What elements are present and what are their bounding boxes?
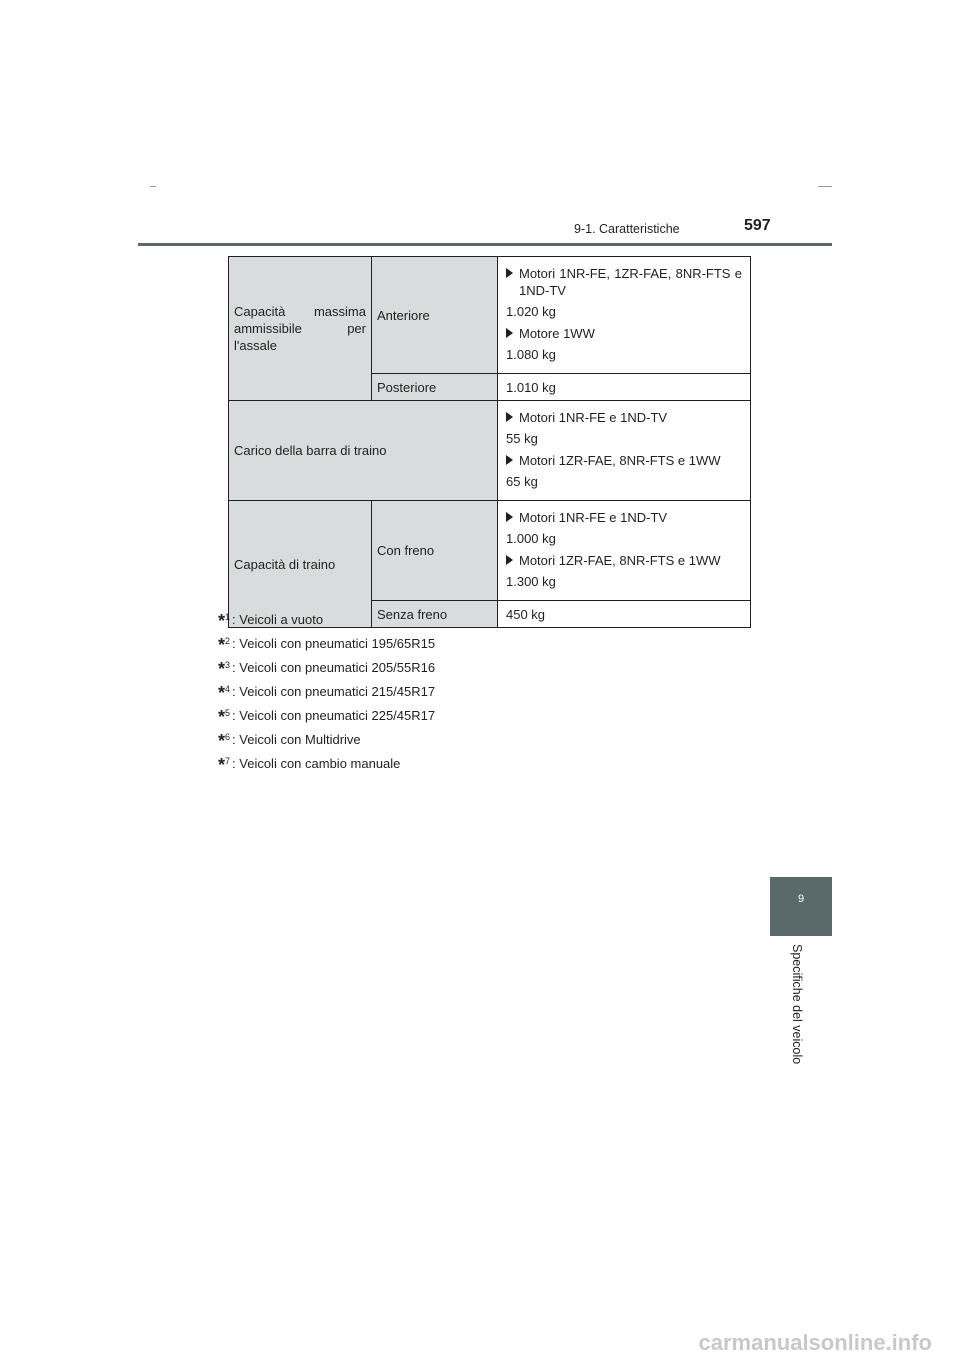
watermark-text: carmanualsonline.info bbox=[698, 1330, 932, 1355]
bullet-triangle-icon bbox=[506, 455, 513, 465]
value-text: 1.300 kg bbox=[506, 574, 556, 589]
list-item: Motori 1ZR-FAE, 8NR-FTS e 1WW bbox=[506, 452, 742, 469]
footnote: * $^5$ : Veicoli con pneumatici 225/45R17 bbox=[218, 707, 436, 727]
footnote: * $^1$ : Veicoli a vuoto bbox=[218, 611, 324, 631]
row-label-towing-capacity: Capacità di traino bbox=[229, 501, 372, 628]
value-text: 65 kg bbox=[506, 474, 538, 489]
value-text: 55 kg bbox=[506, 431, 538, 446]
bullet-triangle-icon bbox=[506, 512, 513, 522]
footnote: * $^7$ : Veicoli con cambio manuale bbox=[218, 755, 401, 775]
sub-label-with-brake: Con freno bbox=[372, 501, 498, 601]
sub-label-front: Anteriore bbox=[372, 257, 498, 374]
footnote: * $^2$ : Veicoli con pneumatici 195/65R15 bbox=[218, 635, 436, 655]
sub-label-without-brake: Senza freno bbox=[372, 601, 498, 628]
footnotes bbox=[218, 608, 435, 776]
chapter-tab bbox=[770, 877, 832, 936]
bullet-triangle-icon bbox=[506, 328, 513, 338]
front-axle-values bbox=[498, 257, 751, 374]
table-row bbox=[229, 401, 751, 501]
header-rule bbox=[138, 243, 832, 246]
specifications-table bbox=[228, 256, 751, 628]
footnote: * $^4$ : Veicoli con pneumatici 215/45R17 bbox=[218, 683, 436, 703]
table-row bbox=[229, 257, 751, 374]
page-header bbox=[0, 0, 960, 250]
value-text: 1.000 kg bbox=[506, 531, 556, 546]
chapter-number: 9 bbox=[797, 893, 805, 905]
list-item: Motori 1NR-FE e 1ND-TV bbox=[506, 509, 742, 526]
bullet-triangle-icon bbox=[506, 268, 513, 278]
rear-axle-value: 1.010 kg bbox=[498, 374, 751, 401]
sub-label-rear: Posteriore bbox=[372, 374, 498, 401]
bullet-triangle-icon bbox=[506, 555, 513, 565]
list-item: Motori 1NR-FE, 1ZR-FAE, 8NR-FTS e 1ND-TV bbox=[506, 265, 742, 299]
footnote: * $^3$ : Veicoli con pneumatici 205/55R16 bbox=[218, 659, 436, 679]
list-item: Motore 1WW bbox=[506, 325, 742, 342]
table-row bbox=[229, 501, 751, 601]
tow-bar-values bbox=[498, 401, 751, 501]
crop-mark-left bbox=[150, 186, 156, 187]
crop-mark-right bbox=[818, 186, 832, 187]
watermark bbox=[0, 1330, 960, 1358]
chapter-label: Specifiche del veicolo bbox=[790, 944, 804, 1065]
value-text: 1.080 kg bbox=[506, 347, 556, 362]
row-label-tow-bar-load: Carico della barra di traino bbox=[229, 401, 498, 501]
value-text: 1.020 kg bbox=[506, 304, 556, 319]
bullet-triangle-icon bbox=[506, 412, 513, 422]
list-item: Motori 1NR-FE e 1ND-TV bbox=[506, 409, 742, 426]
footnote: * $^6$ : Veicoli con Multidrive bbox=[218, 731, 361, 751]
row-label-axle-capacity: Capacità massima ammissibile per l'assale bbox=[229, 257, 372, 401]
with-brake-values bbox=[498, 501, 751, 601]
page-number: 597 bbox=[744, 217, 771, 234]
section-title: 9-1. Caratteristiche bbox=[574, 222, 680, 236]
list-item: Motori 1ZR-FAE, 8NR-FTS e 1WW bbox=[506, 552, 742, 569]
without-brake-value: 450 kg bbox=[498, 601, 751, 628]
